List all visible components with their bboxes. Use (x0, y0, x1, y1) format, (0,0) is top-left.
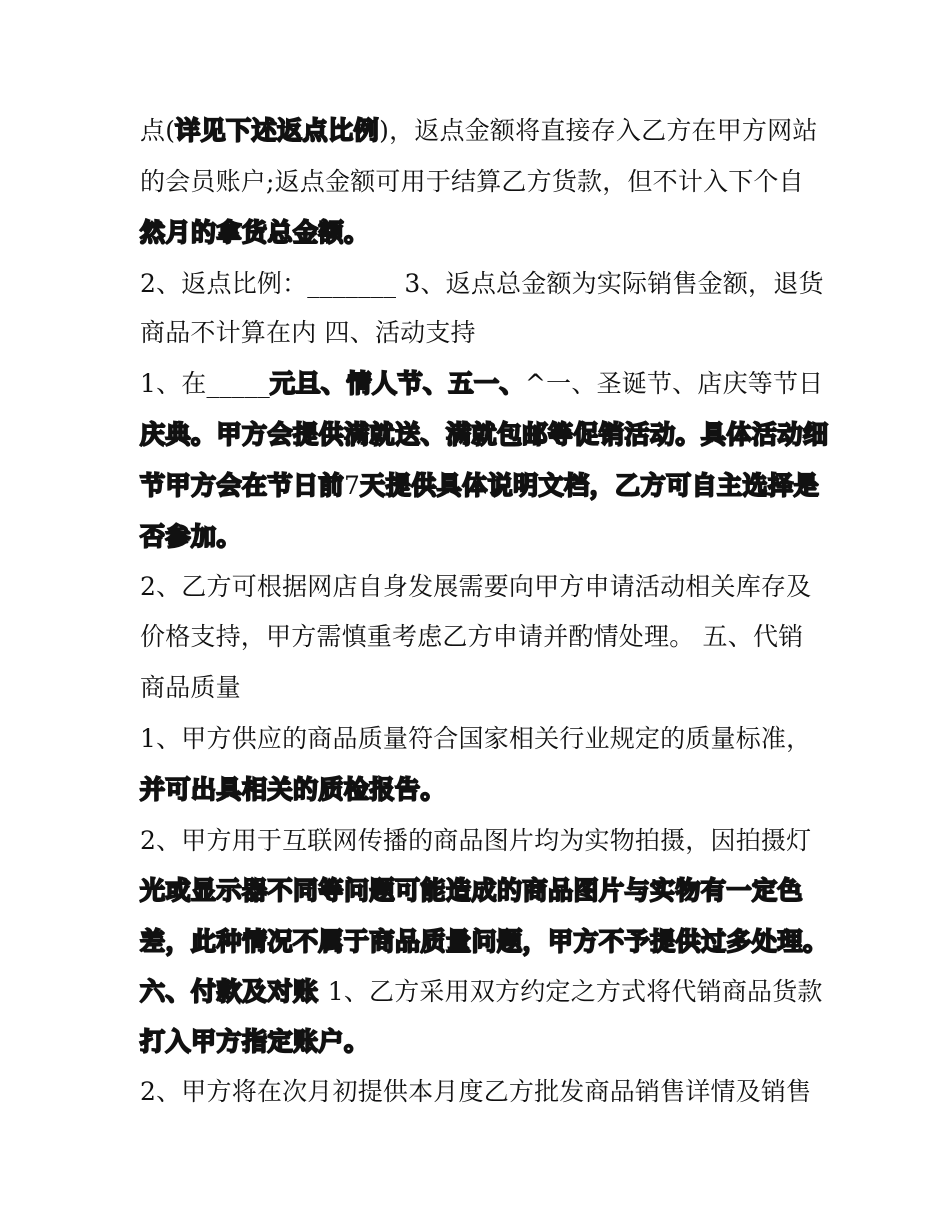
outlined-text-segment: 节甲方会在节日前 (140, 471, 345, 500)
outlined-text-segment: 详见下述返点比例 (175, 116, 380, 145)
text-segment: 2、甲方将在次月初提供本月度乙方批发商品销售详情及销售 (140, 1077, 812, 1106)
outlined-text-segment: 天提供具体说明文档，乙方可自主选择是 (360, 471, 820, 500)
paragraph-line (140, 824, 820, 858)
outlined-text-segment: 庆典。甲方会提供满就送、满就包邮等促销活动。具体活动细 (140, 420, 829, 449)
text-segment: 1、乙方采用双方约定之方式将代销商品货款 (327, 977, 823, 1006)
text-segment: 1、甲方供应的商品质量符合国家相关行业规定的质量标准， (140, 724, 812, 753)
text-segment: ^一、圣诞节、店庆等节日 (525, 369, 824, 398)
paragraph-line (140, 418, 829, 452)
text-segment: 2、返点比例：_______ 3、返点总金额为实际销售金额，退货 (140, 269, 824, 298)
paragraph-line (140, 316, 820, 350)
outlined-text-segment: 差，此种情况不属于商品质量问题，甲方不予提供过多处理。 (140, 927, 829, 956)
text-segment: 7 (344, 471, 361, 500)
text-segment: 价格支持，甲方需慎重考虑乙方申请并酌情处理。 五、代销 (140, 622, 804, 651)
paragraph-line (140, 570, 820, 604)
outlined-text-segment: 元旦、情人节、五一、 (270, 369, 526, 398)
outlined-text-segment: 打入甲方指定账户。 (140, 1027, 370, 1056)
paragraph-line (140, 671, 820, 705)
outlined-text-segment: 并可出具相关的质检报告。 (140, 775, 447, 804)
paragraph-line (140, 114, 820, 148)
paragraph-line (140, 520, 820, 554)
outlined-text-segment: 光或显示器不同等问题可能造成的商品图片与实物有一定色 (140, 876, 804, 905)
text-segment: 1、在_____ (140, 369, 271, 398)
text-segment: 2、乙方可根据网店自身发展需要向甲方申请活动相关库存及 (140, 572, 812, 601)
text-segment: 2、甲方用于互联网传播的商品图片均为实物拍摄，因拍摄灯 (140, 826, 812, 855)
outlined-text-segment: 然月的拿货总金额。 (140, 218, 370, 247)
outlined-text-segment: 否参加。 (140, 522, 243, 551)
text-segment: 商品质量 (140, 673, 241, 702)
text-segment: 的会员账户;返点金额可用于结算乙方货款，但不计入下个自 (140, 167, 804, 196)
paragraph-line (140, 975, 823, 1009)
paragraph-line (140, 267, 824, 301)
text-segment: 商品不计算在内 四、活动支持 (140, 318, 476, 347)
paragraph-line (140, 1075, 820, 1109)
paragraph-line (140, 1025, 820, 1059)
paragraph-line (140, 773, 820, 807)
paragraph-line (140, 216, 820, 250)
paragraph-line (140, 874, 820, 908)
paragraph-line (140, 620, 820, 654)
paragraph-line (140, 367, 824, 401)
outlined-text-segment: 六、付款及对账 (140, 977, 328, 1006)
paragraph-line (140, 469, 820, 503)
paragraph-line (140, 925, 829, 959)
paragraph-line (140, 165, 820, 199)
text-segment: 点( (140, 116, 176, 145)
text-segment: )，返点金额将直接存入乙方在甲方网站 (379, 116, 818, 145)
paragraph-line (140, 722, 820, 756)
